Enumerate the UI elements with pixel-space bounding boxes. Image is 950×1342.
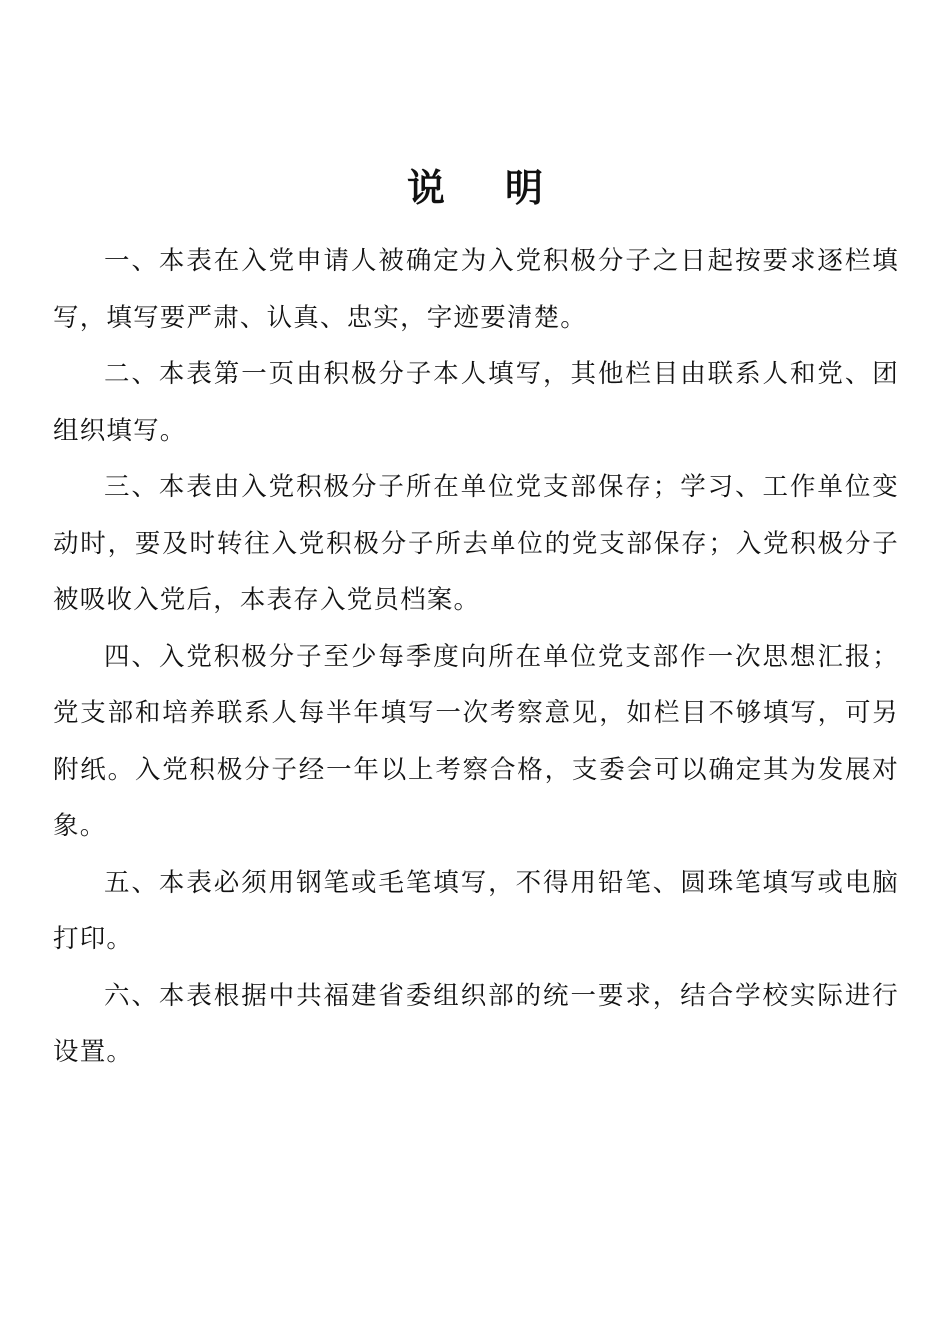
instruction-paragraph-3: 三、本表由入党积极分子所在单位党支部保存；学习、工作单位变动时，要及时转往入党积极分子所去单位的党支部保存；入党积极分子被吸收入党后，本表存入党员档案。 bbox=[53, 472, 899, 615]
instructions-body bbox=[53, 233, 899, 1081]
instruction-paragraph-2: 二、本表第一页由积极分子本人填写，其他栏目由联系人和党、团组织填写。 bbox=[53, 359, 899, 446]
instruction-paragraph-4: 四、入党积极分子至少每季度向所在单位党支部作一次思想汇报；党支部和培养联系人每半年填写一次考察意见，如栏目不够填写，可另附纸。入党积极分子经一年以上考察合格，支委会可以确定其为发展对象。 bbox=[53, 641, 899, 841]
instruction-paragraph-5: 五、本表必须用钢笔或毛笔填写，不得用铅笔、圆珠笔填写或电脑打印。 bbox=[53, 867, 899, 954]
instruction-paragraph-6: 六、本表根据中共福建省委组织部的统一要求，结合学校实际进行设置。 bbox=[53, 980, 899, 1067]
page-title: 说明 bbox=[406, 165, 603, 210]
instruction-paragraph-1: 一、本表在入党申请人被确定为入党积极分子之日起按要求逐栏填写，填写要严肃、认真、忠实，字迹要清楚。 bbox=[53, 246, 899, 333]
